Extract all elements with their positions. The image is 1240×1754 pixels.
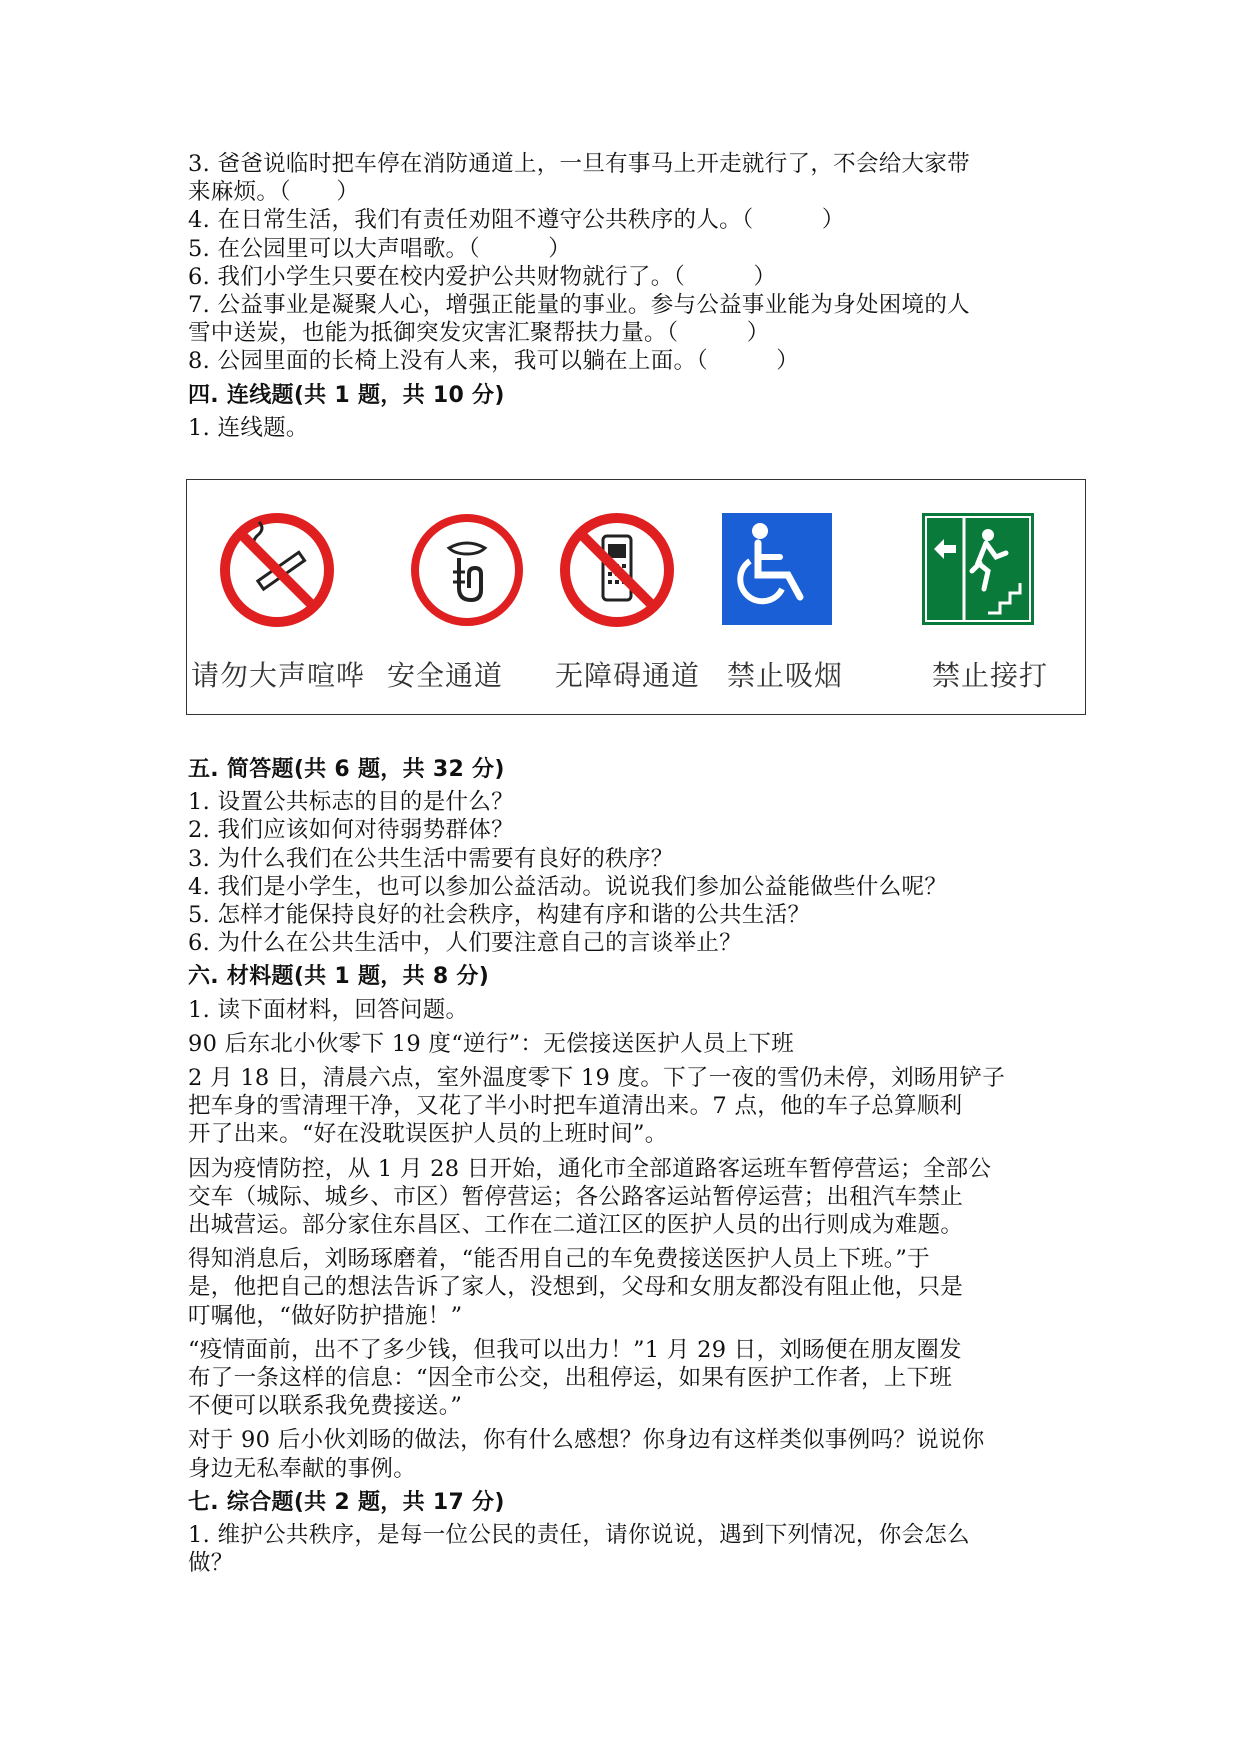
paragraph-line: 交车（城际、城乡、市区）暂停营运；各公路客运站暂停运营；出租汽车禁止 (188, 1183, 964, 1210)
sign-label: 禁止吸烟 (727, 659, 844, 692)
short-answer-question: 5. 怎样才能保持良好的社会秩序，构建有序和谐的公共生活？ (188, 902, 811, 929)
short-answer-question: 6. 为什么在公共生活中，人们要注意自己的言谈举止？ (188, 930, 742, 957)
paragraph-line: 对于 90 后小伙刘旸的做法，你有什么感想？你身边有这样类似事例吗？说说你 (188, 1427, 985, 1454)
sign-label: 请勿大声喧哗 (191, 659, 366, 692)
worksheet-bottom (188, 750, 1068, 1577)
paragraph-line: 得知消息后，刘旸琢磨着，“能否用自己的车免费接送医护人员上下班。”于 (188, 1246, 930, 1273)
judgment-item-line: 雪中送炭，也能为抵御突发灾害汇聚帮扶力量。（ ） (188, 320, 770, 347)
matching-question: 1. 连线题。 (188, 414, 309, 441)
paragraph-line: 不便可以联系我免费接送。” (188, 1393, 463, 1420)
no-smoking-icon (217, 510, 337, 630)
short-answer-question: 4. 我们是小学生，也可以参加公益活动。说说我们参加公益能做些什么呢？ (188, 873, 948, 900)
section-heading-material: 六. 材料题(共 1 题，共 8 分) (188, 964, 490, 990)
material-title: 90 后东北小伙零下 19 度“逆行”：无偿接送医护人员上下班 (188, 1030, 795, 1057)
judgment-item-line: 7. 公益事业是凝聚人心，增强正能量的事业。参与公益事业能为身处困境的人 (188, 292, 970, 319)
sign-label: 安全通道 (387, 659, 504, 692)
judgment-item-line: 6. 我们小学生只要在校内爱护公共财物就行了。（ ） (188, 263, 777, 290)
judgment-item-line: 8. 公园里面的长椅上没有人来，我可以躺在上面。（ ） (188, 348, 800, 375)
paragraph-line: 是，他把自己的想法告诉了家人，没想到，父母和女朋友都没有阻止他，只是 (188, 1274, 964, 1301)
paragraph-line: 布了一条这样的信息：“因全市公交，出租停运，如果有医护工作者，上下班 (188, 1365, 953, 1392)
material-paragraph (188, 1245, 1068, 1330)
paragraph-line: 因为疫情防控，从 1 月 28 日开始，通化市全部道路客运班车暂停营运；全部公 (188, 1155, 992, 1182)
no-phone-icon (557, 510, 677, 630)
material-question: 1. 读下面材料，回答问题。 (188, 996, 469, 1023)
quiet-please-icon (407, 510, 527, 630)
short-answer-question: 1. 设置公共标志的目的是什么？ (188, 789, 514, 816)
paragraph-line: 把车身的雪清理干净，又花了半小时把车道清出来。7 点，他的车子总算顺利 (188, 1093, 963, 1120)
material-paragraph (188, 1155, 1068, 1240)
material-paragraph (188, 1336, 1068, 1421)
signs-matching-box (186, 479, 1086, 715)
comprehensive-question-line: 1. 维护公共秩序，是每一位公民的责任，请你说说，遇到下列情况，你会怎么 (188, 1522, 970, 1549)
material-paragraph (188, 1426, 1068, 1482)
short-answer-question: 3. 为什么我们在公共生活中需要有良好的秩序？ (188, 845, 674, 872)
paragraph-line: “疫情面前，出不了多少钱，但我可以出力！”1 月 29 日，刘旸便在朋友圈发 (188, 1336, 962, 1363)
judgment-item-line: 来麻烦。（ ） (188, 179, 360, 206)
wheelchair-accessible-icon (722, 513, 832, 625)
paragraph-line: 开了出来。“好在没耽误医护人员的上班时间”。 (188, 1121, 668, 1148)
section-heading-comprehensive: 七. 综合题(共 2 题，共 17 分) (188, 1489, 505, 1515)
section-heading-matching: 四. 连线题(共 1 题，共 10 分) (188, 382, 505, 408)
judgment-item-line: 3. 爸爸说临时把车停在消防通道上，一旦有事马上开走就行了，不会给大家带 (188, 151, 970, 177)
sign-label: 无障碍通道 (555, 659, 701, 692)
paragraph-line: 叮嘱他，“做好防护措施！” (188, 1302, 463, 1329)
judgment-item-line: 4. 在日常生活，我们有责任劝阻不遵守公共秩序的人。（ ） (188, 207, 845, 234)
material-paragraph (188, 1064, 1068, 1149)
paragraph-line: 出城营运。部分家住东昌区、工作在二道江区的医护人员的出行则成为难题。 (188, 1212, 964, 1239)
section-heading-short-answer: 五. 简答题(共 6 题，共 32 分) (188, 757, 505, 782)
judgment-item-line: 5. 在公园里可以大声唱歌。（ ） (188, 235, 572, 262)
short-answer-question: 2. 我们应该如何对待弱势群体？ (188, 817, 514, 844)
sign-label: 禁止接打 (932, 659, 1049, 692)
worksheet-top (188, 150, 1048, 442)
emergency-exit-icon (922, 513, 1034, 625)
paragraph-line: 2 月 18 日，清晨六点，室外温度零下 19 度。下了一夜的雪仍未停，刘旸用铲子 (188, 1065, 1006, 1092)
paragraph-line: 身边无私奉献的事例。 (188, 1455, 417, 1482)
comprehensive-question-line: 做？ (188, 1550, 234, 1577)
